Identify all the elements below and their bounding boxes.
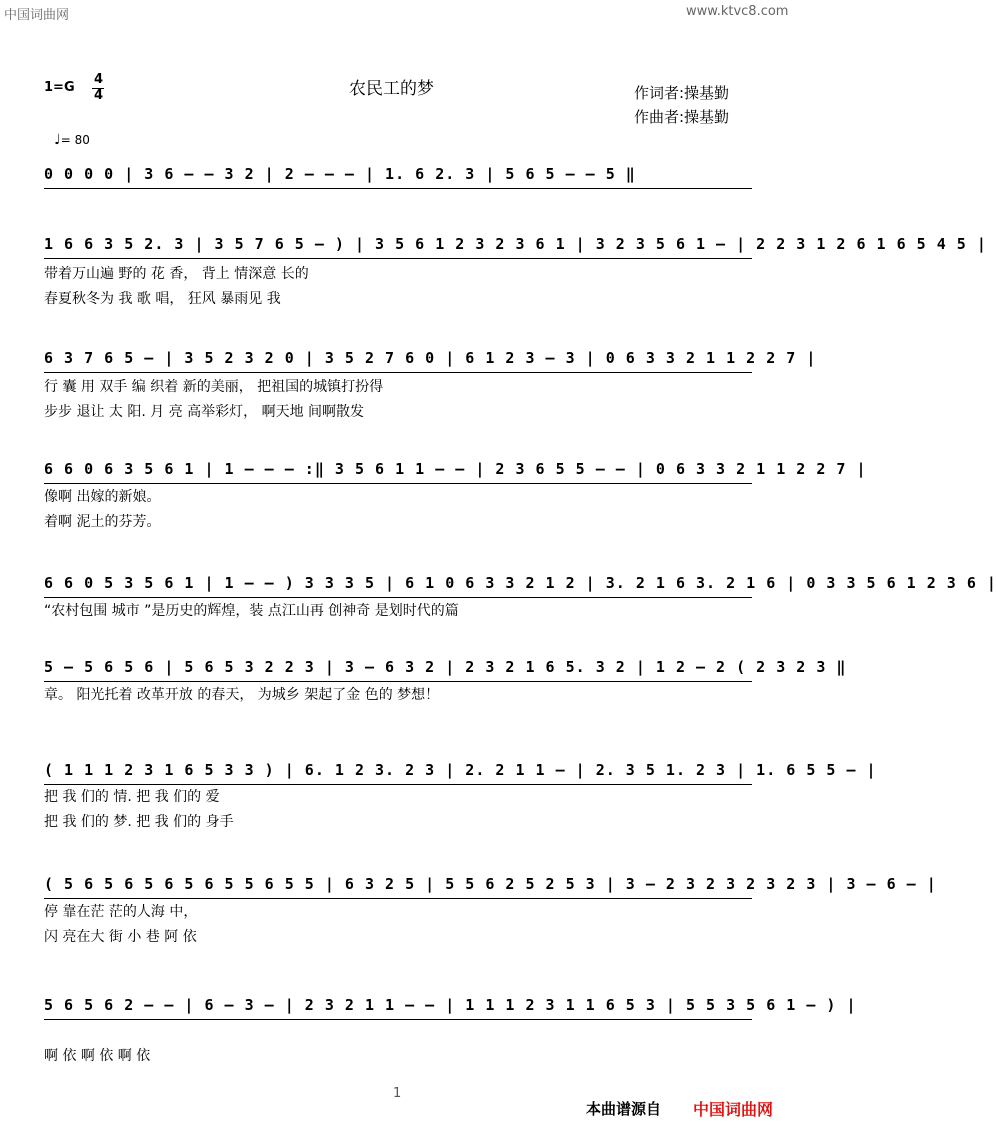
composer-credit: 作曲者:操基勤	[634, 108, 730, 126]
lyric-row-8-verse-1: 停 靠在茫 茫的人海 中，	[44, 904, 198, 920]
lyric-row-2-verse-2: 春夏秋冬为 我 歌 唱， 狂风 暴雨见 我	[44, 291, 281, 307]
underline-row-8	[44, 898, 752, 899]
page-number: 1	[393, 1086, 402, 1101]
underline-row-9	[44, 1019, 752, 1020]
source-brand-link[interactable]: 中国词曲网	[693, 1100, 774, 1119]
lyric-row-9-verse-2: 啊 依 啊 依 啊 依	[44, 1048, 151, 1064]
notation-row-5: 6 6 0 5 3 5 6 1 | 1 – – ) 3 3 3 5 | 6 1 0 6 3 3 2 1 2 | 3. 2 1 6 3. 2 1 6 | 0 3 3 5 6 1 2 3 6 |	[44, 574, 997, 592]
lyric-row-6-verse-1: 章。 阳光托着 改革开放 的春天， 为城乡 架起了金 色的 梦想！	[44, 687, 440, 703]
lyric-row-3-verse-1: 行 囊 用 双手 编 织着 新的美丽， 把祖国的城镇打扮得	[44, 379, 384, 395]
lyric-row-4-verse-2: 着啊 泥土的芬芳。	[44, 514, 161, 530]
time-signature-bottom: 4	[94, 88, 104, 103]
notation-row-7: ( 1 1 1 2 3 1 6 5 3 3 ) | 6. 1 2 3. 2 3 | 2. 2 1 1 – | 2. 3 5 1. 2 3 | 1. 6 5 5 – |	[44, 761, 877, 779]
notation-row-3: 6 3 7 6 5 – | 3 5 2 3 2 0 | 3 5 2 7 6 0 | 6 1 2 3 – 3 | 0 6 3 3 2 1 1 2 2 7 |	[44, 349, 817, 367]
time-signature-top: 4	[94, 72, 104, 87]
notation-row-9: 5 6 5 6 2 – – | 6 – 3 – | 2 3 2 1 1 – – | 1 1 1 2 3 1 1 6 5 3 | 5 5 3 5 6 1 – ) |	[44, 996, 857, 1014]
lyric-row-8-verse-2: 闪 亮在大 街 小 巷 阿 依	[44, 929, 197, 945]
tempo-marking	[44, 110, 90, 148]
lyric-row-7-verse-2: 把 我 们的 梦. 把 我 们的 身手	[44, 814, 234, 830]
underline-row-3	[44, 372, 752, 373]
underline-row-6	[44, 681, 752, 682]
watermark-right: www.ktvc8.com	[686, 4, 789, 19]
underline-row-7	[44, 784, 752, 785]
lyric-row-3-verse-2: 步步 退让 太 阳. 月 亮 高举彩灯， 啊天地 间啊散发	[44, 404, 365, 420]
source-label: 本曲谱源自	[586, 1100, 662, 1118]
quarter-note-icon: ♩	[54, 132, 61, 148]
notation-row-6: 5 – 5 6 5 6 | 5 6 5 3 2 2 3 | 3 – 6 3 2 | 2 3 2 1 6 5. 3 2 | 1 2 – 2 ( 2 3 2 3 ‖	[44, 658, 847, 676]
lyric-row-5-verse-1: “农村包围 城市 ”是历史的辉煌，装 点江山再 创神奇 是划时代的篇	[44, 603, 459, 619]
underline-row-5	[44, 597, 752, 598]
underline-row-2	[44, 258, 752, 259]
notation-row-1: 0 0 0 0 | 3 6 – – 3 2 | 2 – – – | 1. 6 2. 3 | 5 6 5 – – 5 ‖	[44, 165, 636, 183]
underline-row-4	[44, 483, 752, 484]
notation-row-4: 6 6 0 6 3 5 6 1 | 1 – – – :‖ 3 5 6 1 1 – – | 2 3 6 5 5 – – | 0 6 3 3 2 1 1 2 2 7 |	[44, 460, 867, 478]
tempo-value: = 80	[60, 133, 90, 147]
song-title: 农民工的梦	[349, 79, 434, 99]
underline-row-1	[44, 188, 752, 189]
lyricist-credit: 作词者:操基勤	[634, 84, 730, 102]
lyric-row-2-verse-1: 带着万山遍 野的 花 香， 背上 情深意 长的	[44, 266, 309, 282]
notation-row-2: 1 6 6 3 5 2. 3 | 3 5 7 6 5 – ) | 3 5 6 1 2 3 2 3 6 1 | 3 2 3 5 6 1 – | 2 2 3 1 2 6 1 6 5 4 5 |	[44, 235, 987, 253]
notation-row-8: ( 5 6 5 6 5 6 5 6 5 5 6 5 5 | 6 3 2 5 | 5 5 6 2 5 2 5 3 | 3 – 2 3 2 3 2 3 2 3 | 3 – 6 – |	[44, 875, 937, 893]
watermark-left: 中国词曲网	[4, 8, 70, 23]
lyric-row-7-verse-1: 把 我 们的 情. 把 我 们的 爱	[44, 789, 220, 805]
lyric-row-4-verse-1: 像啊 出嫁的新娘。	[44, 489, 161, 505]
key-signature: 1=G	[44, 80, 75, 95]
